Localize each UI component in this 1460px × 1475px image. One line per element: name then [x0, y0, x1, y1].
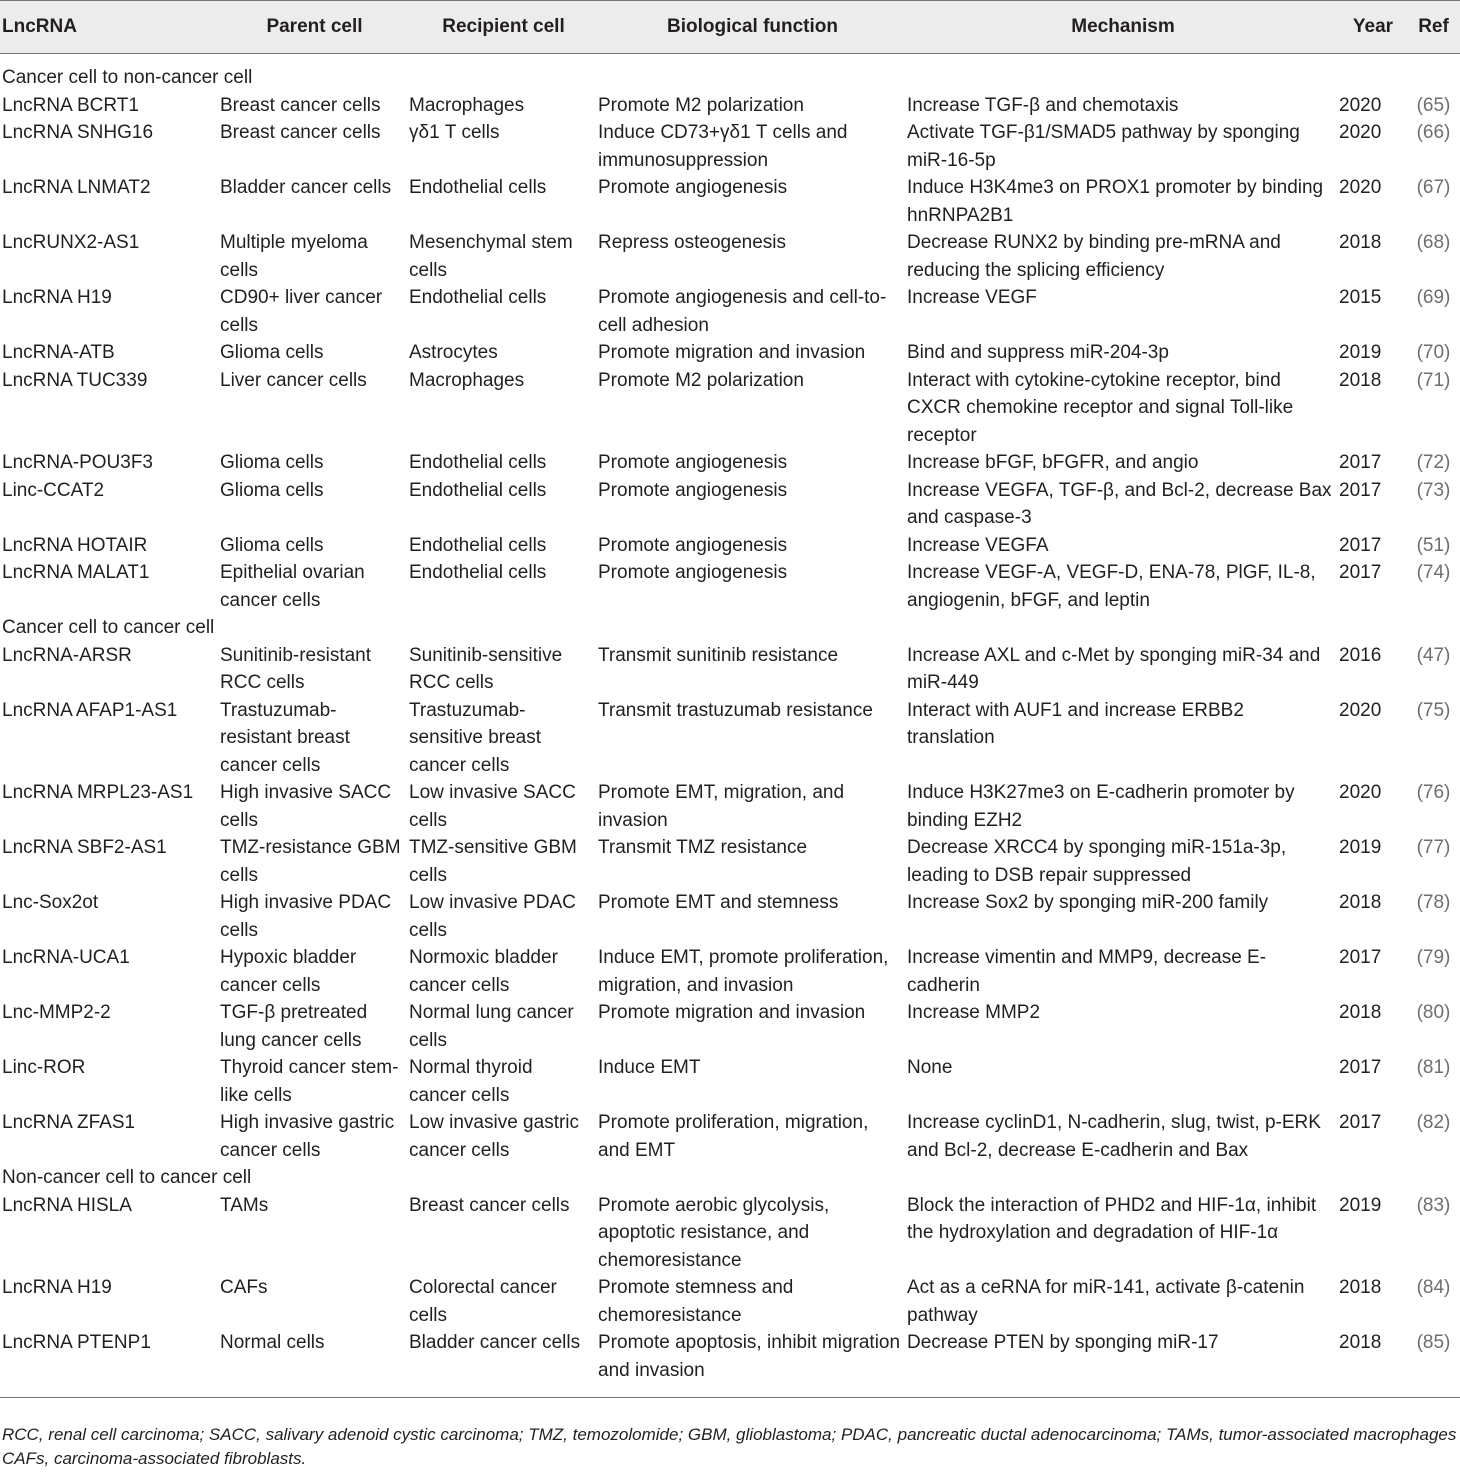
year-cell: 2020 — [1339, 782, 1382, 803]
year-cell: 2017 — [1339, 479, 1382, 501]
year-cell: 2018 — [1339, 892, 1382, 913]
mechanism-cell: Increase cyclinD1, N-cadherin, slug, twist, p-ERK and Bcl-2, decrease E-cadherin and Bax — [907, 1112, 1321, 1161]
lncrna-cell: LncRNA SBF2-AS1 — [2, 837, 167, 858]
parent-cell: Glioma cells — [220, 342, 324, 363]
table-row — [0, 532, 1460, 560]
lncrna-cell: LncRNA ZFAS1 — [2, 1112, 136, 1133]
table-row — [0, 1054, 1460, 1109]
parent-cell: Glioma cells — [220, 479, 324, 501]
recipient-cell: Endothelial cells — [409, 287, 547, 308]
function-cell: Promote angiogenesis — [598, 177, 788, 198]
lncrna-cell: LncRNA PTENP1 — [0, 1329, 220, 1398]
parent-cell: High invasive PDAC cells — [220, 892, 392, 941]
function-cell: Promote angiogenesis — [598, 452, 788, 473]
recipient-cell: Low invasive SACC cells — [409, 782, 576, 831]
parent-cell: High invasive SACC cells — [220, 782, 392, 831]
table-row — [0, 284, 1460, 339]
mechanism-cell: Induce H3K27me3 on E-cadherin promoter by binding EZH2 — [907, 782, 1295, 831]
recipient-cell: Macrophages — [409, 369, 525, 391]
mechanism-cell: Decrease XRCC4 by sponging miR-151a-3p, leading to DSB repair suppressed — [907, 837, 1287, 886]
parent-cell: Normal cells — [220, 1329, 409, 1398]
lncrna-cell: LncRNA-UCA1 — [2, 947, 130, 968]
section-title: Cancer cell to cancer cell — [2, 617, 215, 638]
function-cell: Promote angiogenesis — [598, 479, 788, 501]
mechanism-cell: Increase VEGFA, TGF-β, and Bcl-2, decrease Bax and caspase-3 — [907, 479, 1332, 528]
mechanism-cell: Block the interaction of PHD2 and HIF-1α, inhibit the hydroxylation and degradation of HIF-1α — [907, 1194, 1317, 1243]
function-cell: Promote angiogenesis — [598, 534, 788, 556]
year-cell: 2017 — [1339, 562, 1382, 583]
table-header — [0, 1, 1460, 54]
parent-cell: Bladder cancer cells — [220, 177, 392, 198]
header-parent-cell: Parent cell — [220, 1, 409, 54]
mechanism-cell: Act as a ceRNA for miR-141, activate β-catenin pathway — [907, 1277, 1305, 1326]
year-cell: 2017 — [1339, 1057, 1382, 1078]
ref-cell: (83) — [1416, 1194, 1451, 1216]
mechanism-cell: Decrease PTEN by sponging miR-17 — [907, 1329, 1339, 1398]
parent-cell: Glioma cells — [220, 452, 324, 473]
year-cell: 2019 — [1339, 837, 1382, 858]
year-cell: 2017 — [1339, 947, 1382, 968]
table-row — [0, 697, 1460, 780]
function-cell: Promote apoptosis, inhibit migration and invasion — [598, 1329, 907, 1398]
parent-cell: High invasive gastric cancer cells — [220, 1112, 395, 1161]
year-cell: 2018 — [1339, 369, 1382, 391]
parent-cell: Epithelial ovarian cancer cells — [220, 562, 365, 611]
function-cell: Transmit trastuzumab resistance — [598, 699, 873, 721]
recipient-cell: γδ1 T cells — [409, 122, 500, 143]
lncrna-cell: LncRNA SNHG16 — [2, 122, 154, 143]
function-cell: Promote angiogenesis and cell-to-cell adhesion — [598, 287, 887, 336]
table-row — [0, 944, 1460, 999]
header-mechanism: Mechanism — [907, 1, 1339, 54]
parent-cell: TAMs — [220, 1194, 269, 1216]
function-cell: Promote EMT, migration, and invasion — [598, 782, 845, 831]
ref-cell: (85) — [1407, 1329, 1460, 1398]
ref-cell: (72) — [1416, 452, 1451, 473]
function-cell: Promote aerobic glycolysis, apoptotic resistance, and chemoresistance — [598, 1194, 830, 1271]
function-cell: Promote M2 polarization — [598, 94, 804, 116]
lncrna-cell: LncRNA MALAT1 — [2, 562, 150, 583]
recipient-cell: Trastuzumab-sensitive breast cancer cells — [409, 699, 542, 776]
parent-cell: Hypoxic bladder cancer cells — [220, 947, 357, 996]
parent-cell: Breast cancer cells — [220, 122, 381, 143]
ref-cell: (70) — [1416, 342, 1451, 363]
parent-cell: CD90+ liver cancer cells — [220, 287, 383, 336]
function-cell: Promote angiogenesis — [598, 562, 788, 583]
header-ref: Ref — [1407, 1, 1460, 54]
mechanism-cell: Increase VEGF — [907, 287, 1037, 308]
parent-cell: TGF-β pretreated lung cancer cells — [220, 1002, 368, 1051]
section-header-row — [0, 54, 1460, 92]
header-biological-function: Biological function — [598, 1, 907, 54]
year-cell: 2018 — [1339, 1329, 1407, 1398]
parent-cell: TMZ-resistance GBM cells — [220, 837, 401, 886]
year-cell: 2017 — [1339, 1112, 1382, 1133]
table-row — [0, 1109, 1460, 1164]
table-row — [0, 367, 1460, 450]
function-cell: Promote EMT and stemness — [598, 892, 839, 913]
lncrna-cell: LncRNA LNMAT2 — [2, 177, 151, 198]
lncrna-cell: Linc-CCAT2 — [2, 479, 105, 501]
mechanism-cell: Interact with cytokine-cytokine receptor, bind CXCR chemokine receptor and signal Toll-like receptor — [907, 369, 1294, 446]
recipient-cell: Macrophages — [409, 94, 525, 116]
year-cell: 2019 — [1339, 342, 1382, 363]
recipient-cell: Endothelial cells — [409, 479, 547, 501]
header-lncrna: LncRNA — [0, 1, 220, 54]
mechanism-cell: Increase VEGFA — [907, 534, 1049, 556]
recipient-cell: Normal lung cancer cells — [409, 1002, 574, 1051]
table-row — [0, 1192, 1460, 1275]
year-cell: 2016 — [1339, 644, 1382, 666]
parent-cell: Breast cancer cells — [220, 94, 381, 116]
lncrna-cell: LncRNA-ATB — [2, 342, 115, 363]
year-cell: 2017 — [1339, 534, 1382, 556]
lncrna-cell: LncRUNX2-AS1 — [2, 232, 140, 253]
table-row — [0, 779, 1460, 834]
table-row — [0, 92, 1460, 120]
recipient-cell: Endothelial cells — [409, 562, 547, 583]
ref-cell: (77) — [1416, 837, 1451, 858]
ref-cell: (51) — [1416, 534, 1451, 556]
function-cell: Transmit sunitinib resistance — [598, 644, 839, 666]
recipient-cell: Low invasive gastric cancer cells — [409, 1112, 580, 1161]
recipient-cell: Endothelial cells — [409, 452, 547, 473]
mechanism-cell: Induce H3K4me3 on PROX1 promoter by binding hnRNPA2B1 — [907, 177, 1324, 226]
lncrna-cell: Linc-ROR — [2, 1057, 86, 1078]
function-cell: Promote migration and invasion — [598, 342, 866, 363]
mechanism-cell: Increase AXL and c-Met by sponging miR-34 and miR-449 — [907, 644, 1321, 693]
lncrna-cell: LncRNA H19 — [2, 1277, 112, 1298]
ref-cell: (81) — [1416, 1057, 1451, 1078]
table-row — [0, 229, 1460, 284]
parent-cell: Multiple myeloma cells — [220, 232, 368, 281]
parent-cell: Liver cancer cells — [220, 369, 367, 391]
parent-cell: Trastuzumab-resistant breast cancer cells — [220, 699, 350, 776]
mechanism-cell: Activate TGF-β1/SMAD5 pathway by sponging miR-16-5p — [907, 122, 1300, 171]
recipient-cell: Bladder cancer cells — [409, 1329, 598, 1398]
recipient-cell: Astrocytes — [409, 342, 498, 363]
mechanism-cell: Increase Sox2 by sponging miR-200 family — [907, 892, 1269, 913]
function-cell: Promote stemness and chemoresistance — [598, 1277, 794, 1326]
year-cell: 2020 — [1339, 122, 1382, 143]
year-cell: 2019 — [1339, 1194, 1382, 1216]
ref-cell: (68) — [1416, 232, 1451, 253]
function-cell: Induce EMT, promote proliferation, migration, and invasion — [598, 947, 889, 996]
mechanism-cell: Interact with AUF1 and increase ERBB2 translation — [907, 699, 1244, 748]
table-row — [0, 339, 1460, 367]
year-cell: 2020 — [1339, 699, 1382, 721]
ref-cell: (75) — [1416, 699, 1451, 721]
table-footnote: RCC, renal cell carcinoma; SACC, salivary adenoid cystic carcinoma; TMZ, temozolomide; GBM, glioblastoma; PDAC, pancreatic ductal adenocarcinoma; TAMs, tumor-associated macrophages CAFs, carcinoma-associated fibroblasts. — [2, 1425, 1457, 1468]
mechanism-cell: Increase MMP2 — [907, 1002, 1041, 1023]
lncrna-cell: LncRNA-ARSR — [2, 644, 132, 666]
ref-cell: (76) — [1416, 782, 1451, 803]
table-row — [0, 999, 1460, 1054]
lncrna-cell: Lnc-Sox2ot — [2, 892, 99, 913]
ref-cell: (67) — [1416, 177, 1451, 198]
function-cell: Transmit TMZ resistance — [598, 837, 808, 858]
table-row — [0, 477, 1460, 532]
parent-cell: CAFs — [220, 1277, 268, 1298]
function-cell: Promote proliferation, migration, and EMT — [598, 1112, 869, 1161]
parent-cell: Sunitinib-resistant RCC cells — [220, 644, 372, 693]
recipient-cell: Breast cancer cells — [409, 1194, 570, 1216]
header-year: Year — [1339, 1, 1407, 54]
header-row — [0, 1, 1460, 54]
year-cell: 2020 — [1339, 177, 1382, 198]
year-cell: 2017 — [1339, 452, 1382, 473]
table-row — [0, 1329, 1460, 1398]
table-row — [0, 834, 1460, 889]
mechanism-cell: Increase bFGF, bFGFR, and angio — [907, 452, 1199, 473]
ref-cell: (47) — [1416, 644, 1451, 666]
section-header-row — [0, 614, 1460, 642]
year-cell: 2020 — [1339, 94, 1382, 116]
parent-cell: Thyroid cancer stem-like cells — [220, 1057, 399, 1106]
lncrna-cell: LncRNA HOTAIR — [2, 534, 148, 556]
ref-cell: (73) — [1416, 479, 1451, 501]
ref-cell: (82) — [1416, 1112, 1451, 1133]
year-cell: 2018 — [1339, 232, 1382, 253]
recipient-cell: Sunitinib-sensitive RCC cells — [409, 644, 563, 693]
ref-cell: (65) — [1416, 94, 1451, 116]
function-cell: Promote migration and invasion — [598, 1002, 866, 1023]
lncrna-cell: LncRNA TUC339 — [2, 369, 148, 391]
year-cell: 2018 — [1339, 1277, 1382, 1298]
mechanism-cell: Increase VEGF-A, VEGF-D, ENA-78, PlGF, IL-8, angiogenin, bFGF, and leptin — [907, 562, 1316, 611]
function-cell: Promote M2 polarization — [598, 369, 804, 391]
lncrna-cell: LncRNA AFAP1-AS1 — [2, 699, 178, 721]
year-cell: 2018 — [1339, 1002, 1382, 1023]
lncrna-cell: LncRNA BCRT1 — [2, 94, 139, 116]
recipient-cell: Low invasive PDAC cells — [409, 892, 576, 941]
ref-cell: (71) — [1416, 369, 1451, 391]
ref-cell: (79) — [1416, 947, 1451, 968]
lncrna-cell: Lnc-MMP2-2 — [2, 1002, 111, 1023]
mechanism-cell: None — [907, 1057, 953, 1078]
table-row — [0, 889, 1460, 944]
recipient-cell: Endothelial cells — [409, 177, 547, 198]
table-body — [0, 54, 1460, 1398]
function-cell: Induce EMT — [598, 1057, 701, 1078]
function-cell: Induce CD73+γδ1 T cells and immunosuppression — [598, 122, 848, 171]
function-cell: Repress osteogenesis — [598, 232, 786, 253]
ref-cell: (78) — [1416, 892, 1451, 913]
header-recipient-cell: Recipient cell — [409, 1, 598, 54]
table-row — [0, 174, 1460, 229]
lncrna-cell: LncRNA HISLA — [2, 1194, 132, 1216]
table-row — [0, 119, 1460, 174]
section-header-row — [0, 1164, 1460, 1192]
ref-cell: (84) — [1416, 1277, 1451, 1298]
recipient-cell: Normal thyroid cancer cells — [409, 1057, 533, 1106]
mechanism-cell: Decrease RUNX2 by binding pre-mRNA and reducing the splicing efficiency — [907, 232, 1281, 281]
ref-cell: (69) — [1416, 287, 1451, 308]
recipient-cell: Normoxic bladder cancer cells — [409, 947, 558, 996]
lncrna-cell: LncRNA MRPL23-AS1 — [2, 782, 194, 803]
ref-cell: (74) — [1416, 562, 1451, 583]
table-row — [0, 449, 1460, 477]
section-title: Non-cancer cell to cancer cell — [2, 1167, 252, 1188]
mechanism-cell: Increase TGF-β and chemotaxis — [907, 94, 1179, 116]
lncrna-cell: LncRNA H19 — [2, 287, 112, 308]
recipient-cell: TMZ-sensitive GBM cells — [409, 837, 577, 886]
section-title: Cancer cell to non-cancer cell — [2, 67, 253, 88]
year-cell: 2015 — [1339, 287, 1382, 308]
mechanism-cell: Increase vimentin and MMP9, decrease E-cadherin — [907, 947, 1267, 996]
table-row — [0, 559, 1460, 614]
recipient-cell: Mesenchymal stem cells — [409, 232, 573, 281]
recipient-cell: Colorectal cancer cells — [409, 1277, 557, 1326]
ref-cell: (80) — [1416, 1002, 1451, 1023]
lncrna-cell: LncRNA-POU3F3 — [2, 452, 153, 473]
table-row — [0, 642, 1460, 697]
ref-cell: (66) — [1416, 122, 1451, 143]
mechanism-cell: Bind and suppress miR-204-3p — [907, 342, 1169, 363]
table-row — [0, 1274, 1460, 1329]
parent-cell: Glioma cells — [220, 534, 324, 556]
recipient-cell: Endothelial cells — [409, 534, 547, 556]
